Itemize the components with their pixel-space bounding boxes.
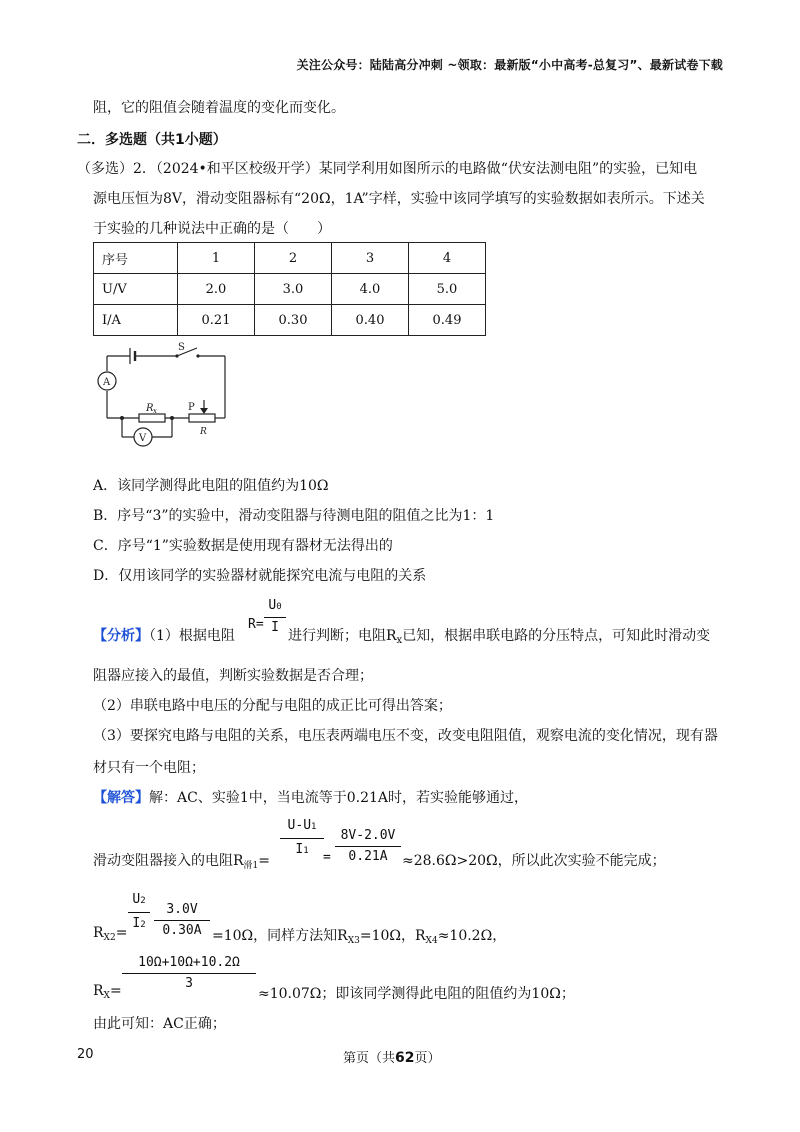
solution-intro: 【解答】解：AC、实验1中，当电流等于0.21A时，若实验能够通过， xyxy=(93,790,529,806)
solution-step1-post: ≈28.6Ω>20Ω，所以此次实验不能完成； xyxy=(402,853,666,869)
question-line-1: （多选）2．（2024•和平区校级开学）某同学利用如图所示的电路做“伏安法测电阻”的实验，已知电 xyxy=(77,161,698,177)
slider-label: P xyxy=(188,402,195,413)
analysis-p1-line2: 阻器应接入的最值，判断实验数据是否合理； xyxy=(93,668,373,684)
formula-step1-eq: = xyxy=(323,850,331,865)
formula-step2-general: U2 I2 xyxy=(128,892,150,942)
option-a: A．该同学测得此电阻的阻值约为10Ω xyxy=(93,478,329,494)
analysis-tag: 【分析】 xyxy=(93,628,149,644)
formula-step1-numeric: 8V-2.0V 0.21A xyxy=(335,828,401,868)
solution-step3-post: ≈10.07Ω；即该同学测得此电阻的阻值约为10Ω； xyxy=(258,986,575,1002)
formula-r-fraction: U0 I xyxy=(264,598,286,642)
page-header: 关注公众号：陆陆高分冲刺 ~领取：最新版“小中高考-总复习”、最新试卷下载 xyxy=(296,58,723,72)
formula-step1-general: U-U1 I1 xyxy=(280,818,324,868)
analysis-p3-line1: （3）要探究电路与电阻的关系，电压表两端电压不变，改变电阻阻值，观察电流的变化情况，现有器 xyxy=(93,728,718,744)
rheostat-label: R xyxy=(200,427,207,437)
formula-r-eq: R= xyxy=(248,617,264,632)
option-b: B．序号“3”的实验中，滑动变阻器与待测电阻的阻值之比为1：1 xyxy=(93,508,495,524)
formula-step3-average: 10Ω+10Ω+10.2Ω 3 xyxy=(122,955,256,999)
voltmeter-label: V xyxy=(139,433,147,444)
previous-text-line: 阻，它的阻值会随着温度的变化而变化。 xyxy=(93,100,345,116)
section-title: 二．多选题（共1小题） xyxy=(77,132,227,148)
solution-step3-pre: $R_X=$ xyxy=(93,983,122,1001)
table-row: I/A 0.21 0.30 0.40 0.49 xyxy=(94,305,486,336)
solution-step2-pre: $R_{X2}=$ xyxy=(93,925,128,943)
solution-conclusion: 由此可知：AC正确； xyxy=(93,1016,226,1032)
analysis-p1-continued: 进行判断；电阻$R_x$已知，根据串联电路的分压特点，可知此时滑动变 xyxy=(288,628,711,646)
analysis-p2: （2）串联电路中电压的分配与电阻的成正比可得出答案； xyxy=(93,698,452,714)
switch-label: S xyxy=(178,342,185,353)
page-number: 20 xyxy=(77,1047,94,1062)
circuit-diagram xyxy=(92,338,232,458)
data-table xyxy=(93,242,486,336)
option-c: C．序号“1”实验数据是使用现有器材无法得出的 xyxy=(93,538,393,554)
ammeter-label: A xyxy=(103,377,111,388)
formula-step2-numeric: 3.0V 0.30A xyxy=(154,902,210,942)
question-line-3: 于实验的几种说法中正确的是（ ） xyxy=(93,221,331,237)
question-line-2: 源电压恒为8V，滑动变阻器标有“20Ω，1A”字样，实验中该同学填写的实验数据如表所示。下述关 xyxy=(93,191,705,207)
table-row: U/V 2.0 3.0 4.0 5.0 xyxy=(94,274,486,305)
solution-tag: 【解答】 xyxy=(93,790,149,806)
solution-step2-post: =10Ω，同样方法知$R_{X3}=10\Omega$，$R_{X4}\approx 10.2\Omega$， xyxy=(212,928,507,946)
table-row: 序号 1 2 3 4 xyxy=(94,243,486,274)
rx-label: R xyxy=(146,403,154,414)
analysis-p1: 【分析】（1）根据电阻 xyxy=(93,628,235,644)
page-counter: 第页（共62页） xyxy=(343,1050,441,1066)
option-d: D．仅用该同学的实验器材就能探究电流与电阻的关系 xyxy=(93,568,427,584)
rx-sub-label: x xyxy=(153,407,157,415)
analysis-p3-line2: 材只有一个电阻； xyxy=(93,760,205,776)
solution-step1-pre: 滑动变阻器接入的电阻$R_{滑1}=$ xyxy=(93,853,271,871)
